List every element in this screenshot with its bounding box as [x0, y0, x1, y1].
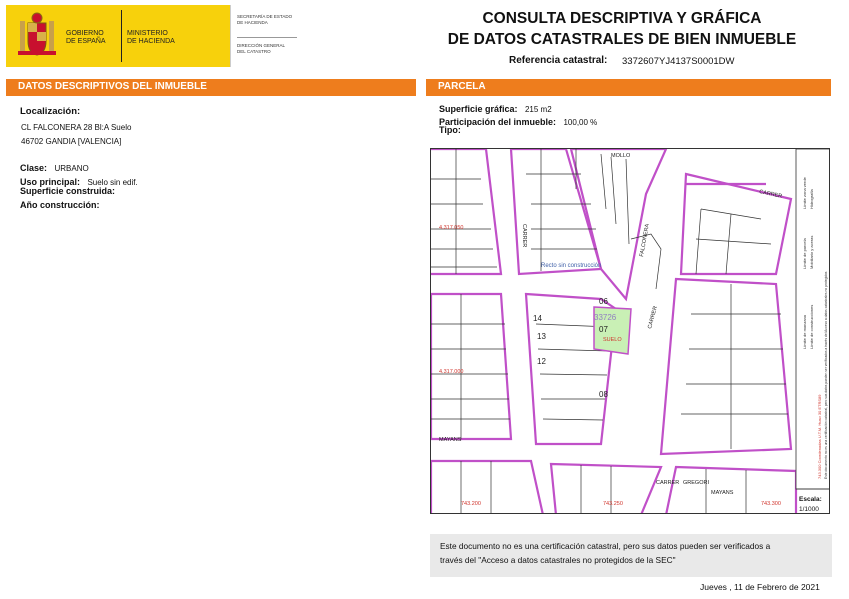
superficie-grafica-value: 215 m2 — [524, 105, 552, 114]
svg-text:14: 14 — [533, 314, 542, 323]
svg-text:CARRER: CARRER — [521, 224, 527, 248]
datos-descriptivos-bar: DATOS DESCRIPTIVOS DEL INMUEBLE — [6, 79, 416, 95]
ministerio-text: MINISTERIO DE HACIENDA — [127, 30, 175, 45]
secretaria-divider — [237, 37, 297, 38]
svg-text:Límite de parcela: Límite de parcela — [802, 238, 807, 269]
svg-text:1/1000: 1/1000 — [799, 506, 819, 513]
cadastral-map[interactable] — [430, 148, 830, 514]
participacion-row — [439, 112, 597, 130]
svg-text:CARRER: CARRER — [656, 480, 680, 486]
uso-value: Suelo sin edif. — [87, 178, 138, 187]
block-bottom-left — [431, 461, 543, 514]
localizacion-label: Localización: — [20, 106, 81, 117]
superficie-construida-label: Superficie construida: — [20, 186, 116, 196]
participacion-label: Participación del inmueble: — [439, 117, 557, 127]
gobierno-text: GOBIERNO DE ESPAÑA — [66, 30, 106, 45]
svg-text:33726: 33726 — [594, 313, 617, 322]
page-title: CONSULTA DESCRIPTIVA Y GRÁFICA DE DATOS CATASTRALES DE BIEN INMUEBLE — [447, 10, 797, 48]
tipo-label: Tipo: — [439, 125, 461, 135]
logo-divider — [121, 10, 122, 62]
svg-text:GREGORI: GREGORI — [683, 480, 709, 486]
block-top-left — [431, 149, 501, 274]
anio-construccion-label: Año construcción: — [20, 200, 100, 210]
clase-label: Clase: — [20, 163, 48, 173]
localizacion-line1: CL FALCONERA 28 Bl:A Suelo — [21, 123, 132, 132]
svg-text:Límite zona verde: Límite zona verde — [802, 177, 807, 209]
coat-of-arms-icon — [16, 11, 58, 63]
referencia-label: Referencia catastral: — [509, 55, 608, 66]
block-top-mid2 — [571, 149, 666, 299]
localizacion-line2: 46702 GANDIA [VALENCIA] — [21, 137, 122, 146]
svg-text:4.317.050: 4.317.050 — [439, 225, 464, 231]
svg-text:MAYANS: MAYANS — [711, 490, 734, 496]
svg-text:Límite de manzana: Límite de manzana — [802, 314, 807, 349]
svg-text:Límite de construcciones: Límite de construcciones — [809, 304, 814, 349]
svg-text:FALCONERA: FALCONERA — [639, 223, 651, 258]
uso-label: Uso principal: — [20, 177, 81, 187]
clase-value: URBANO — [54, 164, 89, 173]
svg-text:CARRER: CARRER — [647, 305, 659, 330]
svg-text:06: 06 — [599, 297, 608, 306]
svg-text:SUELO: SUELO — [603, 337, 622, 343]
secretaria-box — [230, 5, 304, 67]
svg-text:Mobiliario y aceras: Mobiliario y aceras — [809, 235, 814, 269]
secretaria-text: SECRETARÍA DE ESTADO DE HACIENDA — [237, 14, 293, 25]
svg-text:CARRER: CARRER — [758, 189, 783, 200]
svg-text:Recto sin construcción: Recto sin construcción — [541, 263, 602, 269]
svg-text:743.300 Coordenadas U.T.M. Hus: 743.300 Coordenadas U.T.M. Huso 30 ETRS89 — [817, 394, 822, 479]
datos-descriptivos-underline — [6, 95, 416, 96]
referencia-value: 3372607YJ4137S0001DW — [622, 56, 735, 67]
direccion-text: DIRECCIÓN GENERAL DEL CATASTRO — [237, 43, 286, 54]
svg-text:Este documento no es una certi: Este documento no es una certificación catastral, pero sus datos pueden ser verificados a través del Acceso a datos catastrales no protegidos — [824, 271, 828, 479]
map-drawing — [431, 149, 830, 514]
svg-text:MOLLO: MOLLO — [611, 153, 631, 159]
svg-text:13: 13 — [537, 332, 546, 341]
svg-text:743.200: 743.200 — [461, 501, 481, 507]
block-right — [661, 279, 791, 454]
parcela-underline — [426, 95, 831, 96]
certification-notice — [430, 534, 832, 577]
svg-text:Escala:: Escala: — [799, 496, 822, 503]
document-date: Jueves , 11 de Febrero de 2021 — [700, 582, 820, 592]
svg-text:07: 07 — [599, 325, 608, 334]
block-middle-left — [431, 294, 511, 439]
superficie-grafica-label: Superficie gráfica: — [439, 104, 518, 114]
svg-text:08: 08 — [599, 390, 608, 399]
notice-line1: Este documento no es una certificación catastral, pero sus datos pueden ser verificados a — [440, 541, 771, 551]
svg-text:4.317.000: 4.317.000 — [439, 369, 464, 375]
participacion-value: 100,00 % — [563, 118, 598, 127]
notice-line2: través del "Acceso a datos catastrales no protegidos de la SEC" — [440, 555, 676, 565]
svg-text:743.300: 743.300 — [761, 501, 781, 507]
svg-text:743.250: 743.250 — [603, 501, 623, 507]
parcela-bar: PARCELA — [426, 79, 831, 95]
svg-text:Hidrografía: Hidrografía — [809, 189, 814, 209]
svg-text:12: 12 — [537, 357, 546, 366]
svg-text:MAYANS: MAYANS — [439, 437, 462, 443]
